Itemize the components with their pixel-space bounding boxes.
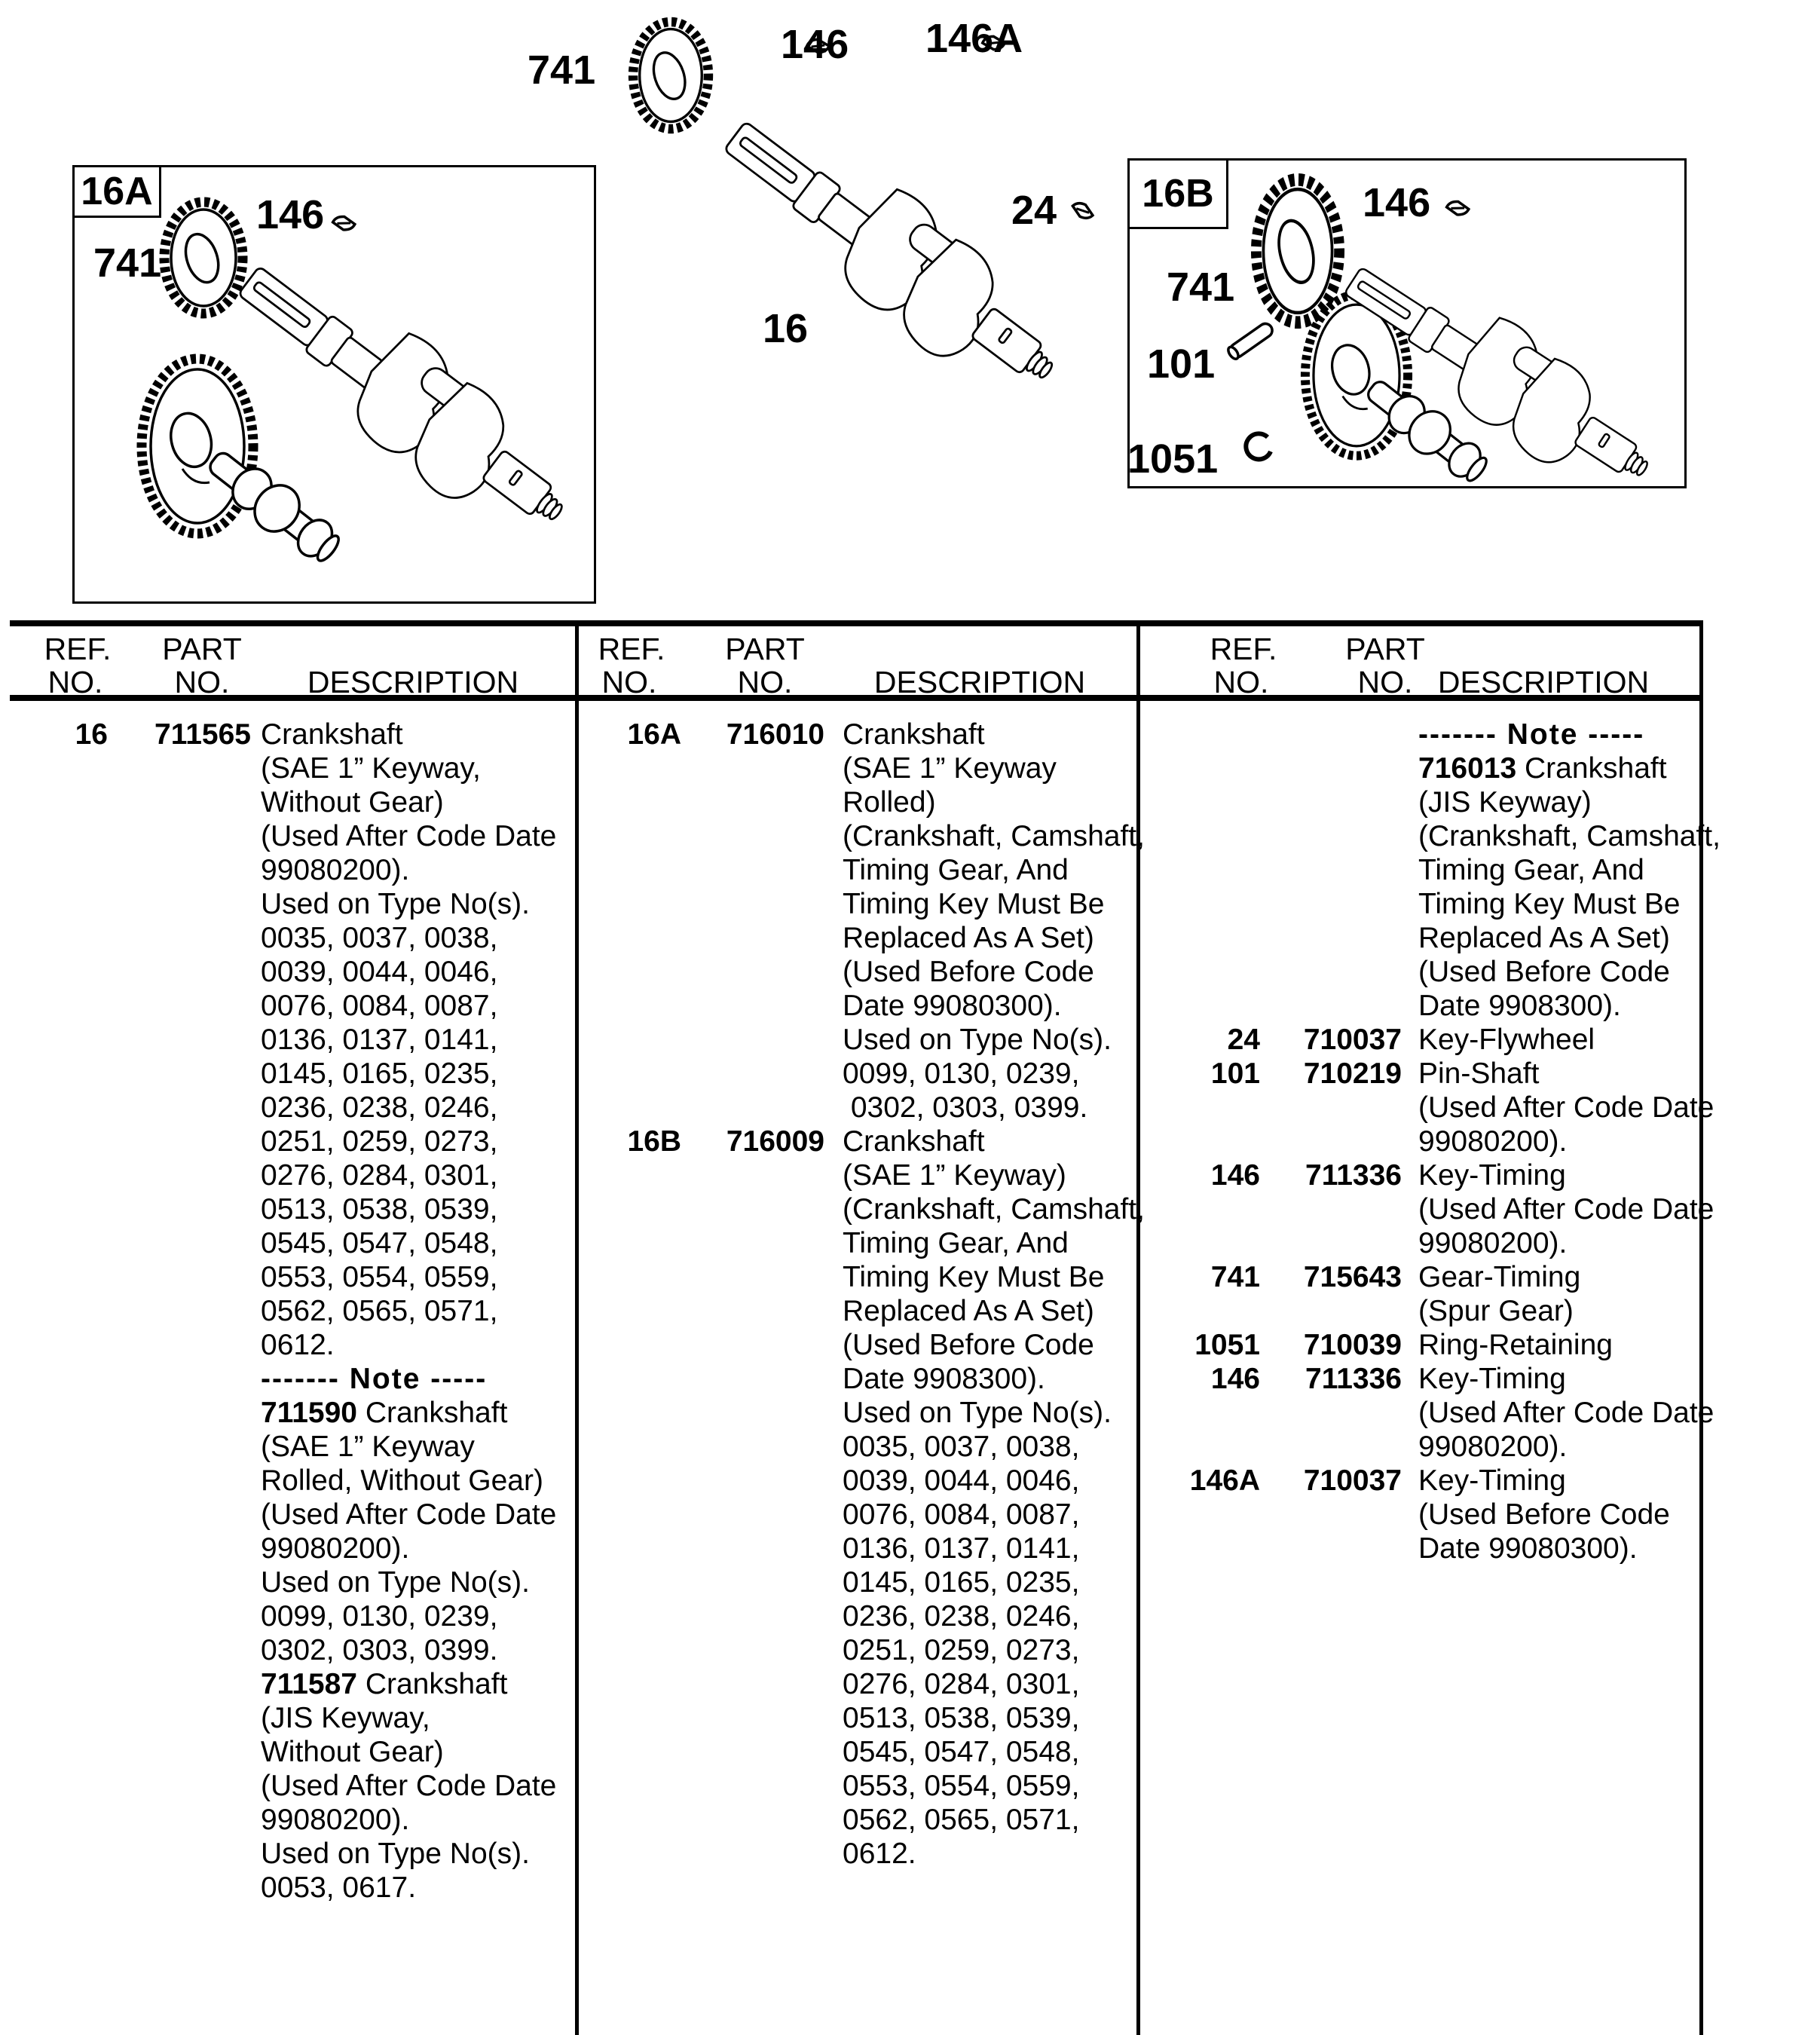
part-no: 716010 [726,718,824,751]
description-text: 0612. [261,1329,335,1361]
description-text: Gear-Timing [1418,1261,1581,1293]
callout-16B-1051: 1051 [1127,436,1219,482]
table-line [10,1294,575,1328]
description-text: (Crankshaft, Camshaft, [843,820,1145,852]
col3-part-header-line1: PART [1345,632,1425,666]
part-no: 716009 [726,1125,824,1158]
ref-no: 146 [1210,1159,1260,1192]
description-text: 0513, 0538, 0539, [843,1702,1080,1734]
description-text: Timing Key Must Be [843,1261,1105,1293]
description-text: (Spur Gear) [1418,1295,1574,1327]
table-line [1138,887,1702,921]
description-text: (JIS Keyway, [261,1702,430,1734]
description-text: 0562, 0565, 0571, [843,1804,1080,1836]
table-line [10,1735,575,1769]
description-text: 99080200). [1418,1431,1568,1463]
table-top-border [10,620,1703,626]
table-line [577,1430,1136,1464]
table-column-1 [10,718,575,1905]
table-line [1138,989,1702,1023]
ref-no: 16A [627,718,681,751]
table-line [10,1158,575,1192]
description-text: 0545, 0547, 0548, [843,1736,1080,1768]
table-line [577,955,1136,989]
description-text: (SAE 1” Keyway) [843,1159,1066,1192]
description-text: 0545, 0547, 0548, [261,1227,498,1259]
table-line [1138,1192,1714,1226]
table-line [10,1464,575,1498]
ref-no: 146 [1210,1363,1260,1395]
description-text: 0099, 0130, 0239, [843,1057,1080,1090]
description-text: Timing Gear, And [1418,854,1644,886]
description-text: (SAE 1” Keyway [843,752,1057,785]
description-text: 0302, 0303, 0399. [843,1091,1088,1124]
col3-ref-header-line2: NO. [1213,665,1269,699]
col2-part-header-line1: PART [725,632,805,666]
description-text: Crankshaft [843,718,985,751]
table-line [10,1565,575,1599]
table-line [10,1803,575,1837]
callout-146A-top: 146A [925,16,1023,61]
table-line [577,887,1136,921]
table-line [577,1735,1136,1769]
table-line [1138,1125,1702,1158]
callout-16B-146: 146 [1363,180,1431,225]
col1-ref-header-line2: NO. [47,665,103,699]
description-text: Crankshaft [843,1125,985,1158]
table-line [10,1532,575,1565]
table-line [1138,1226,1702,1260]
description-text: Timing Key Must Be [1418,888,1681,920]
description-text: Without Gear) [261,786,444,819]
callout-16A-741: 741 [93,240,162,286]
col1-ref-header-line1: REF. [44,632,112,666]
description-text: 99080200). [261,854,410,886]
description-text: Replaced As A Set) [1418,922,1670,954]
description-text: 0145, 0165, 0235, [843,1566,1080,1599]
description-text: Without Gear) [261,1736,444,1768]
table-line [577,1498,1136,1532]
table-line [1138,853,1702,887]
description-text: (Used Before Code [1418,1498,1670,1531]
description-text: 0136, 0137, 0141, [261,1024,498,1056]
table-line [1138,1158,1702,1192]
part-no: 711336 [1305,1159,1402,1192]
table-line [10,1498,575,1532]
description-text: Date 99080300). [843,990,1062,1022]
description-text: 0276, 0284, 0301, [843,1668,1080,1700]
description-text: 0513, 0538, 0539, [261,1193,498,1226]
table-line [577,1328,1136,1362]
table-line [577,1226,1136,1260]
description-text: Replaced As A Set) [843,922,1094,954]
col3-part-header-line2: NO. [1357,665,1413,699]
description-text: (Used Before Code [843,956,1094,988]
table-line [577,1362,1136,1396]
col1-part-header-line1: PART [162,632,242,666]
table-line [1138,1057,1702,1091]
table-line [577,989,1136,1023]
description-text: 0236, 0238, 0246, [843,1600,1080,1633]
table-line [577,819,1145,853]
callout-146-top: 146 [781,22,849,67]
table-line [577,1023,1136,1057]
col2-part-header-line2: NO. [737,665,793,699]
timing-gear-741-top-icon [633,22,708,129]
table-line [577,1599,1136,1633]
description-text: (Used Before Code [843,1329,1094,1361]
description-text: (Crankshaft, Camshaft, [843,1193,1145,1226]
table-line [10,1396,575,1430]
table-line [10,1599,575,1633]
callout-16B-741: 741 [1167,265,1235,310]
table-line [577,1769,1136,1803]
description-text: Pin-Shaft [1418,1057,1540,1090]
table-line [1138,1396,1714,1430]
table-line [10,1260,575,1294]
part-no: 710037 [1303,1024,1402,1056]
table-line [1138,1328,1702,1362]
table-line [10,1226,575,1260]
description-text: Key-Flywheel [1418,1024,1595,1056]
description-text: 0053, 0617. [261,1871,417,1904]
table-line [577,1091,1136,1125]
description-text: Used on Type No(s). [261,1566,530,1599]
table-line [577,1803,1136,1837]
description-text: 0276, 0284, 0301, [261,1159,498,1192]
table-line [577,785,1136,819]
description-text: 0099, 0130, 0239, [261,1600,498,1633]
table-line [10,819,575,853]
description-text: 0035, 0037, 0038, [843,1431,1080,1463]
col3-ref-header-line1: REF. [1210,632,1277,666]
part-no: 710219 [1303,1057,1402,1090]
description-text: ------- Note ----- [261,1363,488,1395]
col2-ref-header-line1: REF. [598,632,665,666]
table-line [10,751,575,785]
description-text: 0562, 0565, 0571, [261,1295,498,1327]
table-line [10,1667,575,1701]
table-line [1138,1430,1702,1464]
description-text: Ring-Retaining [1418,1329,1613,1361]
table-line [577,1701,1136,1735]
description-text: (Used After Code Date [1418,1091,1714,1124]
table-line [577,921,1136,955]
table-line [10,1192,575,1226]
description-text: 0251, 0259, 0273, [843,1634,1080,1666]
part-no: 710037 [1303,1464,1402,1497]
table-line [577,1837,1136,1871]
callout-16: 16 [763,306,809,351]
table-line [577,1158,1136,1192]
table-line [1138,1294,1702,1328]
col3-desc-header: DESCRIPTION [1437,665,1650,699]
description-text: (Used Before Code [1418,956,1670,988]
table-line [10,785,575,819]
callout-24: 24 [1011,188,1057,233]
description-text: 99080200). [261,1532,410,1565]
description-text: Date 99080300). [1418,1532,1638,1565]
table-line [1138,819,1721,853]
description-text: 0251, 0259, 0273, [261,1125,498,1158]
col1-desc-header: DESCRIPTION [307,665,519,699]
callout-16B-101: 101 [1147,341,1216,387]
description-text: Timing Key Must Be [843,888,1105,920]
description-text: ------- Note ----- [1418,718,1645,751]
description-text: 0076, 0084, 0087, [261,990,498,1022]
crankshaft-16-icon [701,89,1084,417]
table-line [10,1633,575,1667]
description-text: 711590 Crankshaft [261,1397,508,1429]
part-no: 711336 [1305,1363,1402,1395]
table-line [1138,1532,1702,1565]
description-text: (JIS Keyway) [1418,786,1592,819]
part-no: 715643 [1303,1261,1402,1293]
table-line [10,955,575,989]
col1-part-header-line2: NO. [174,665,230,699]
part-no: 710039 [1303,1329,1402,1361]
table-line [10,718,575,751]
description-text: 99080200). [1418,1125,1568,1158]
ref-no: 24 [1227,1024,1260,1056]
description-text: 99080200). [1418,1227,1568,1259]
table-line [1138,955,1702,989]
table-line [10,1023,575,1057]
table-line [1138,921,1702,955]
description-text: 0136, 0137, 0141, [843,1532,1080,1565]
description-text: (SAE 1” Keyway [261,1431,475,1463]
table-line [1138,785,1702,819]
table-line [577,1667,1136,1701]
callout-741-top: 741 [528,47,596,93]
table-line [1138,1023,1702,1057]
figure-box-16A [72,165,596,604]
table-line [10,1430,575,1464]
description-text: Date 9908300). [1418,990,1621,1022]
ref-no: 16 [75,718,108,751]
ref-no: 1051 [1194,1329,1260,1361]
ref-no: 741 [1210,1261,1260,1293]
description-text: Rolled) [843,786,936,819]
table-line [577,751,1136,785]
description-text: Used on Type No(s). [261,888,530,920]
table-line [1138,1498,1702,1532]
table-line [1138,1362,1702,1396]
description-text: Used on Type No(s). [261,1838,530,1870]
description-text: Date 9908300). [843,1363,1045,1395]
col2-ref-header-line2: NO. [601,665,657,699]
description-text: Timing Gear, And [843,854,1069,886]
table-line [577,1192,1145,1226]
table-line [577,853,1136,887]
table-line [1138,718,1702,751]
ref-no: 101 [1210,1057,1260,1090]
description-text: Replaced As A Set) [843,1295,1094,1327]
ref-no: 16B [627,1125,681,1158]
table-line [577,1057,1136,1091]
table-line [1138,751,1702,785]
table-line [10,989,575,1023]
description-text: Timing Gear, And [843,1227,1069,1259]
table-line [10,1125,575,1158]
description-text: 0035, 0037, 0038, [261,922,498,954]
table-line [10,853,575,887]
description-text: Key-Timing [1418,1159,1566,1192]
figure-box-16A-label: 16A [72,165,161,218]
description-text: Key-Timing [1418,1464,1566,1497]
description-text: Crankshaft [261,718,403,751]
table-line [10,1091,575,1125]
table-line [10,1701,575,1735]
description-text: 0039, 0044, 0046, [261,956,498,988]
description-text: (Used After Code Date [1418,1397,1714,1429]
table-line [577,1532,1136,1565]
callout-16A-146: 146 [256,192,325,237]
table-line [577,1396,1136,1430]
description-text: 0553, 0554, 0559, [261,1261,498,1293]
table-line [10,921,575,955]
table-line [10,1769,575,1803]
description-text: 0039, 0044, 0046, [843,1464,1080,1497]
description-text: 99080200). [261,1804,410,1836]
description-text: (SAE 1” Keyway, [261,752,481,785]
description-text: 711587 Crankshaft [261,1668,508,1700]
description-text: 0302, 0303, 0399. [261,1634,498,1666]
description-text: Used on Type No(s). [843,1024,1112,1056]
table-line [577,1464,1136,1498]
description-text: (Used After Code Date [1418,1193,1714,1226]
table-line [10,1362,575,1396]
description-text: 0076, 0084, 0087, [843,1498,1080,1531]
description-text: (Used After Code Date [261,1770,557,1802]
table-line [10,887,575,921]
col2-desc-header: DESCRIPTION [873,665,1086,699]
table-line [1138,1464,1702,1498]
part-no: 711565 [154,718,251,751]
table-line [10,1328,575,1362]
description-text: 0612. [843,1838,916,1870]
figure-box-16B-label: 16B [1127,158,1228,229]
description-text: (Used After Code Date [261,820,557,852]
description-text: 716013 Crankshaft [1418,752,1667,785]
table-line [577,1633,1136,1667]
description-text: 0236, 0238, 0246, [261,1091,498,1124]
description-text: 0145, 0165, 0235, [261,1057,498,1090]
description-text: (Used After Code Date [261,1498,557,1531]
table-line [577,1294,1136,1328]
table-line [10,1837,575,1871]
table-line [10,1871,575,1905]
table-column-2 [577,718,1145,1871]
table-line [577,1260,1136,1294]
description-text: Key-Timing [1418,1363,1566,1395]
description-text: 0553, 0554, 0559, [843,1770,1080,1802]
table-line [10,1057,575,1091]
table-column-3 [1138,718,1721,1565]
table-line [577,1125,1136,1158]
table-line [577,718,1136,751]
description-text: (Crankshaft, Camshaft, [1418,820,1721,852]
description-text: Rolled, Without Gear) [261,1464,543,1497]
key-24-icon [1070,199,1096,222]
table-line [577,1565,1136,1599]
table-line [1138,1091,1714,1125]
ref-no: 146A [1189,1464,1260,1497]
table-line [1138,1260,1702,1294]
description-text: Used on Type No(s). [843,1397,1112,1429]
